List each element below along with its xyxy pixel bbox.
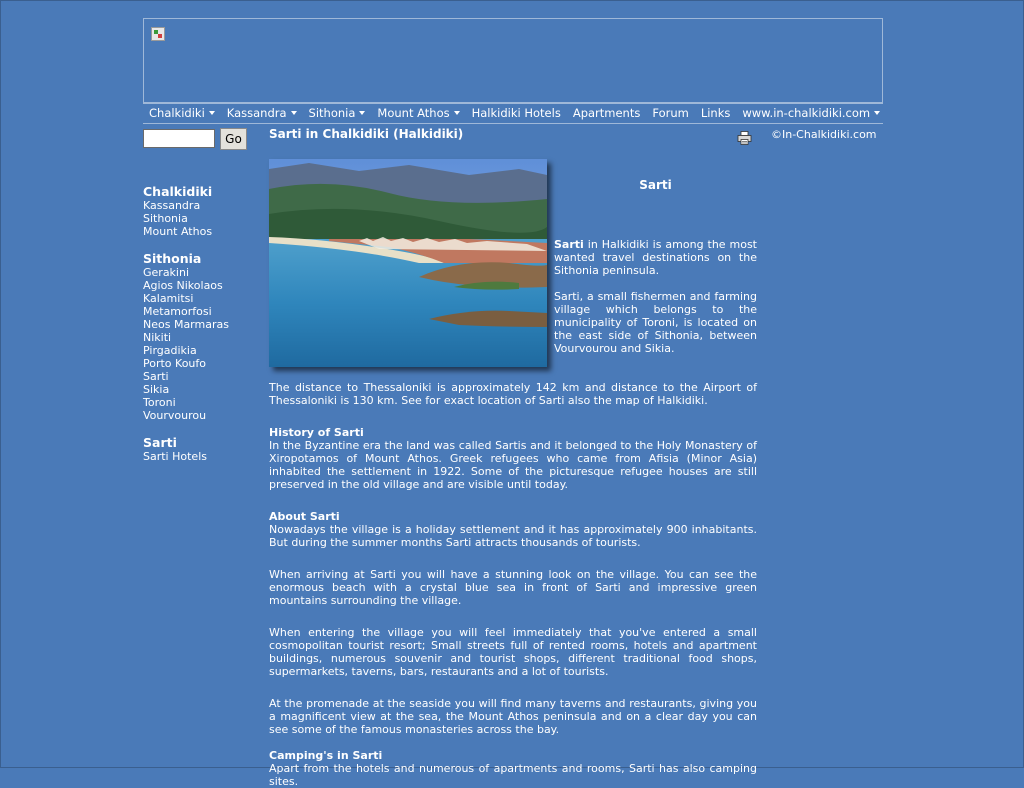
nav-item-label: Kassandra: [226, 106, 287, 120]
promenade-paragraph: At the promenade at the seaside you will find many taverns and restaurants, giving you a magnificent view at the sea, the Mount Athos peninsula and on a clear day you can see some of the famous monasteries across the bay.: [269, 697, 757, 736]
search-input[interactable]: [143, 129, 215, 148]
sidebar-heading-chalkidiki[interactable]: Chalkidiki: [143, 184, 213, 199]
nav-item-website[interactable]: [736, 106, 886, 120]
sarti-photo: [269, 159, 547, 367]
broken-image-icon: [151, 27, 165, 41]
dropdown-arrow-icon: [359, 111, 365, 115]
printer-icon[interactable]: [737, 131, 753, 145]
sidebar-heading-sarti[interactable]: Sarti: [143, 435, 177, 450]
nav-item-label: Sithonia: [308, 106, 356, 120]
sidebar-link-kalamitsi[interactable]: Kalamitsi: [143, 292, 194, 305]
nav-item-label: Chalkidiki: [149, 106, 205, 120]
sidebar-link-porto-koufo[interactable]: Porto Koufo: [143, 357, 207, 370]
about-paragraph: Nowadays the village is a holiday settlement and it has approximately 900 inhabitants. But during the summer months Sarti attracts thousands of tourists.: [269, 523, 757, 549]
sidebar-link-toroni[interactable]: Toroni: [143, 396, 176, 409]
copyright-link[interactable]: ©In-Chalkidiki.com: [771, 128, 877, 141]
intro-column: [554, 179, 757, 368]
entering-paragraph: When entering the village you will feel immediately that you've entered a small cosmopolitan tourist resort; Small streets full of rented rooms, hotels and apartment buildings, numerous souvenir and tourist shops, different traditional food shops, supermarkets, taverns, bars, restaurants and a lot of tourists.: [269, 626, 757, 678]
nav-item-halkidiki-hotels[interactable]: [466, 106, 567, 120]
page-title: Sarti in Chalkidiki (Halkidiki): [269, 127, 464, 141]
sidebar-link-neos-marmaras[interactable]: Neos Marmaras: [143, 318, 229, 331]
history-paragraph: In the Byzantine era the land was called Sartis and it belonged to the Holy Monastery of Xiropotamos of Mount Athos. Greek refugees who came from Afisia (Minor Asia) inhabited the settlement in 1922. Some of the picturesque refugee houses are still preserved in the old village and are visible until today.: [269, 439, 757, 491]
nav-item-kassandra[interactable]: [221, 106, 303, 120]
sidebar-link-sikia[interactable]: Sikia: [143, 383, 170, 396]
sidebar-link-gerakini[interactable]: Gerakini: [143, 266, 190, 279]
sidebar-link-kassandra[interactable]: Kassandra: [143, 199, 201, 212]
nav-item-label: www.in-chalkidiki.com: [742, 106, 871, 120]
nav-item-label: Mount Athos: [377, 106, 450, 120]
distance-paragraph: The distance to Thessaloniki is approximately 142 km and distance to the Airport of Thessaloniki is 130 km. See for exact location of Sarti also the map of Halkidiki.: [269, 381, 757, 407]
dropdown-arrow-icon: [454, 111, 460, 115]
about-heading: About Sarti: [269, 510, 340, 523]
intro-paragraph-1-text: in Halkidiki is among the most wanted travel destinations on the Sithonia peninsula.: [554, 238, 757, 277]
camping-paragraph: Apart from the hotels and numerous of apartments and rooms, Sarti has also camping sites.: [269, 762, 757, 788]
sidebar-link-metamorfosi[interactable]: Metamorfosi: [143, 305, 212, 318]
intro-paragraph-2: Sarti, a small fishermen and farming village which belongs to the municipality of Toroni, is located on the east side of Sithonia, between Vourvourou and Sikia.: [554, 290, 757, 355]
history-heading: History of Sarti: [269, 426, 364, 439]
sidebar-link-pirgadikia[interactable]: Pirgadikia: [143, 344, 197, 357]
main-content: [269, 381, 757, 788]
nav-item-label: Links: [700, 106, 731, 120]
nav-item-apartments[interactable]: [567, 106, 647, 120]
dropdown-arrow-icon: [209, 111, 215, 115]
dropdown-arrow-icon: [874, 111, 880, 115]
sidebar-link-mount-athos[interactable]: Mount Athos: [143, 225, 213, 238]
intro-paragraph-1: [554, 238, 757, 277]
sidebar: [143, 184, 263, 463]
nav-item-label: Halkidiki Hotels: [471, 106, 561, 120]
go-button[interactable]: Go: [220, 128, 247, 150]
nav-item-sithonia[interactable]: [303, 106, 372, 120]
sidebar-link-sithonia[interactable]: Sithonia: [143, 212, 188, 225]
dropdown-arrow-icon: [291, 111, 297, 115]
nav-item-chalkidiki[interactable]: [143, 106, 221, 120]
sidebar-link-sarti[interactable]: Sarti: [143, 370, 169, 383]
nav-item-label: Forum: [652, 106, 689, 120]
camping-heading: Camping's in Sarti: [269, 749, 383, 762]
nav-item-links[interactable]: [695, 106, 737, 120]
nav-item-label: Apartments: [572, 106, 641, 120]
arriving-paragraph: When arriving at Sarti you will have a stunning look on the village. You can see the enormous beach with a crystal blue sea in front of Sarti and impressive green mountains surrounding the village.: [269, 568, 757, 607]
banner: [143, 18, 883, 104]
nav-item-forum[interactable]: [646, 106, 694, 120]
sidebar-link-vourvourou[interactable]: Vourvourou: [143, 409, 207, 422]
top-navigation: [143, 102, 883, 124]
intro-title: Sarti: [639, 178, 672, 192]
sidebar-link-nikiti[interactable]: Nikiti: [143, 331, 172, 344]
sidebar-link-agios-nikolaos[interactable]: Agios Nikolaos: [143, 279, 223, 292]
nav-item-mount-athos[interactable]: [371, 106, 465, 120]
sidebar-heading-sithonia[interactable]: Sithonia: [143, 251, 202, 266]
sidebar-link-sarti-hotels[interactable]: Sarti Hotels: [143, 450, 207, 463]
intro-bold-term: Sarti: [554, 238, 584, 251]
